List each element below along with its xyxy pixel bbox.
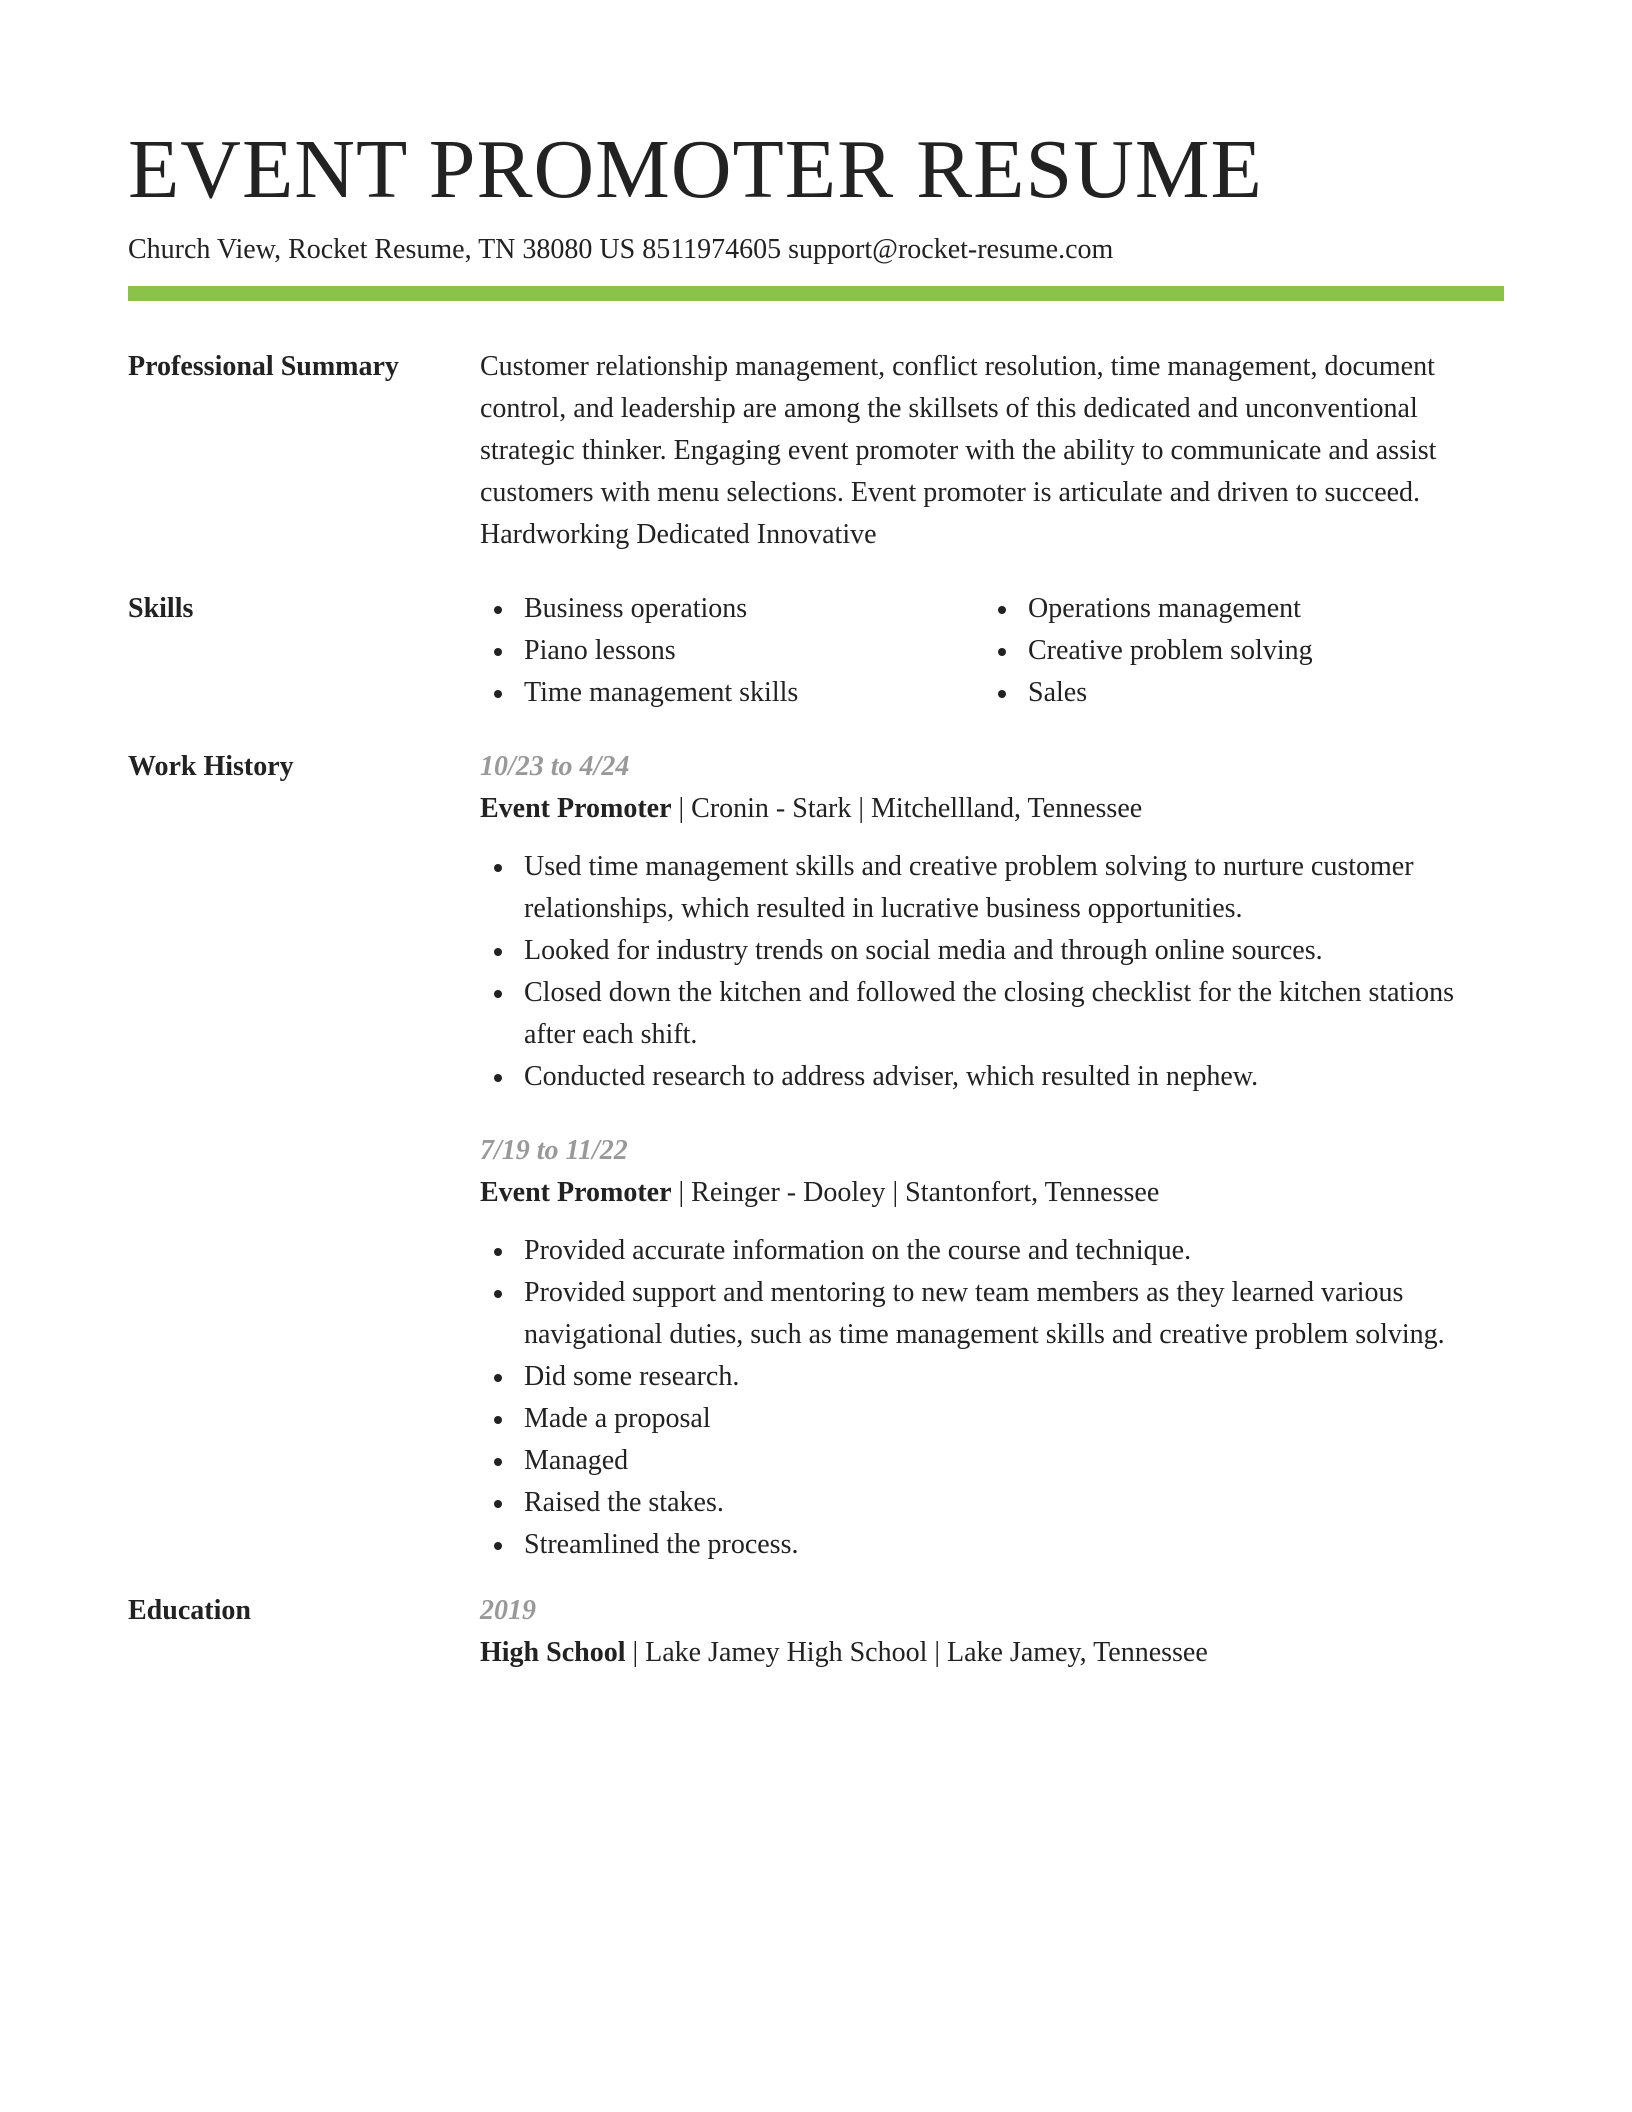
contact-info: Church View, Rocket Resume, TN 38080 US 8511974605 support@rocket-resume.com [128, 234, 1114, 265]
job-role-line [480, 788, 1504, 830]
job-details: | Cronin - Stark | Mitchellland, Tennessee [671, 793, 1143, 824]
education-line [480, 1632, 1504, 1674]
education-degree: High School [480, 1637, 626, 1668]
job-bullet: Made a proposal [480, 1398, 1504, 1440]
job-bullet: Used time management skills and creative problem solving to nurture customer relationships, which resulted in lucrative business opportunities. [480, 846, 1504, 930]
job-bullets [480, 1230, 1504, 1566]
job-bullet: Provided support and mentoring to new team members as they learned various navigational duties, such as time management skills and creative problem solving. [480, 1272, 1504, 1356]
job-role-line [480, 1172, 1504, 1214]
job-bullet: Closed down the kitchen and followed the closing checklist for the kitchen stations after each shift. [480, 972, 1504, 1056]
job-entry [480, 1130, 1504, 1566]
job-bullet: Provided accurate information on the course and technique. [480, 1230, 1504, 1272]
accent-divider [128, 286, 1504, 301]
education-details: | Lake Jamey High School | Lake Jamey, Tennessee [625, 1637, 1208, 1668]
summary-text: Customer relationship management, conflict resolution, time management, document control, and leadership are among the skillsets of this dedicated and unconventional strategic thinker. Engaging event promoter with the ability to communicate and assist customers with menu selections. Event promoter is articulate and driven to succeed. Hardworking Dedicated Innovative [480, 351, 1437, 550]
work-history-content [480, 746, 1504, 1566]
skill-item: Creative problem solving [984, 630, 1488, 672]
job-dates: 7/19 to 11/22 [480, 1135, 628, 1166]
job-entry [480, 746, 1504, 1098]
skill-item: Piano lessons [480, 630, 984, 672]
job-bullet: Did some research. [480, 1356, 1504, 1398]
resume-header [128, 118, 1504, 270]
job-bullet: Conducted research to address adviser, which resulted in nephew. [480, 1056, 1504, 1098]
skills-list-left [480, 588, 984, 714]
job-bullets [480, 846, 1504, 1098]
skills-label: Skills [128, 593, 194, 624]
skill-item: Business operations [480, 588, 984, 630]
resume-title: EVENT PROMOTER RESUME [128, 123, 1263, 216]
skills-list-right [984, 588, 1488, 714]
education-label: Education [128, 1595, 251, 1626]
job-details: | Reinger - Dooley | Stantonfort, Tennessee [671, 1177, 1160, 1208]
job-bullet: Looked for industry trends on social media and through online sources. [480, 930, 1504, 972]
job-bullet: Raised the stakes. [480, 1482, 1504, 1524]
skill-item: Operations management [984, 588, 1488, 630]
skill-item: Time management skills [480, 672, 984, 714]
summary-label: Professional Summary [128, 351, 399, 382]
job-bullet: Streamlined the process. [480, 1524, 1504, 1566]
education-year: 2019 [480, 1595, 536, 1626]
skill-item: Sales [984, 672, 1488, 714]
job-title: Event Promoter [480, 1177, 672, 1208]
job-dates: 10/23 to 4/24 [480, 751, 630, 782]
job-bullet: Managed [480, 1440, 1504, 1482]
education-content [480, 1590, 1504, 1674]
job-title: Event Promoter [480, 793, 672, 824]
skills-content [480, 588, 1504, 714]
summary-content [480, 346, 1504, 556]
work-history-label: Work History [128, 751, 294, 782]
